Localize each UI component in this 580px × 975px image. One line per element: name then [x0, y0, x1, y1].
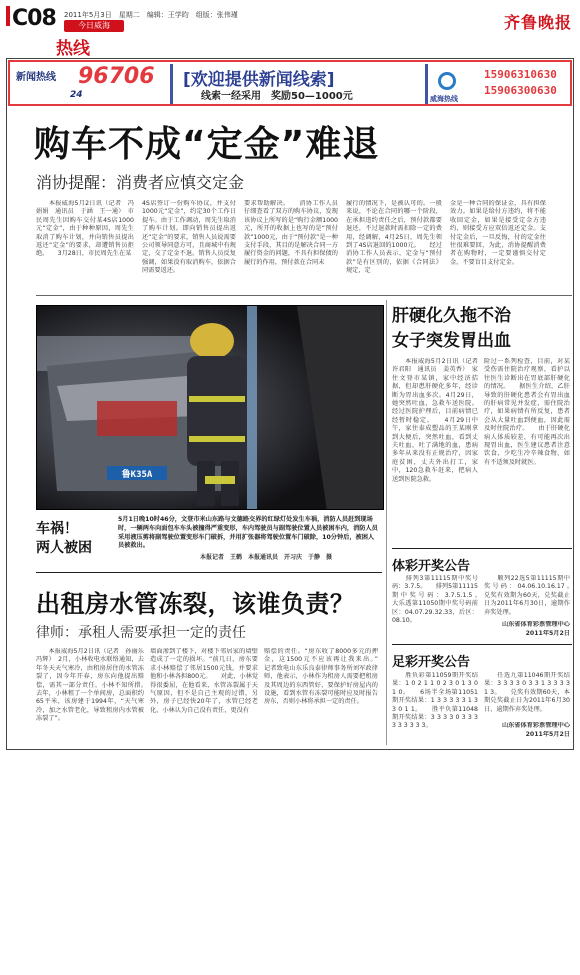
- banner-main-text: [欢迎提供新闻线索]: [183, 70, 335, 90]
- license-plate: 鲁K35A: [121, 470, 153, 480]
- second-column-1: 本报威海5月2日讯（记者 孙丽乐 冯辉） 2月，小林收电水联络通知，去年冬天天气寒冷，由租房居住的水管冻裂了，因今年开春，房东向他提出赔偿，需其一部分责任，小林不知所措。 去年，小林租了一个单间房，总面积约65平米，该房建于1994年，“天气寒冷，加之水管老化，导致租房内水管被冻裂了”。: [36, 648, 144, 723]
- second-column-2: 墙面渗到了楼下，对楼下邻居家的墙壁造成了一定的损坏。“前几日，房东要求小林赔偿了邻居1500元钱，并要求他和小林各担800元。 对此，小林觉得很委屈，在他看来，水管冻裂属于天气原因，但不是自己主观的过错，另外，房子已经快20年了，水管已经老化，小林认为自己没有责任，更没有: [150, 648, 258, 714]
- lead-column-2: 4S店签订一份购车协议，并支付1000元“定金”，约定30个工作日提车。由于工作调动，周先生取消了购车计划。即向销售员提出返还“定金”的要求，销售人员说需要公司领导同意方可，且商城中有规定，交了定金不退。销售人员反复强调，如果没有取消购车，依据合同需要返还。: [142, 200, 236, 275]
- accident-photo: [36, 305, 384, 510]
- divider: [392, 644, 572, 645]
- lottery-date: 2011年5月2日: [525, 630, 570, 637]
- page-code-accent: [6, 6, 10, 26]
- football-org: 山东省体育彩票管理中心: [501, 722, 570, 729]
- sidebar-column-1: 本报威海5月2日讯（记者 许君阳 通讯员 姜英香） 家住文登市某镇，家中经济拮据，但却患肝硬化多年，经诊断为胃出血多次。4月29日，她突然吐血，急救车送医院。经过医院护理后，目前病情已经暂时稳定。 4月29日中午，家住泰成塑品的王某刚拿到大便后，突然吐血，看到丈夫吐血，吐了满地的血，患病多年从来没有正规治疗，因家庭贫困，丈夫外出打工，家中，120急救车赶来，把病人送到医院急救。: [392, 358, 478, 483]
- football-date: 2011年5月2日: [525, 731, 570, 738]
- football-column-1: 胜负彩第11059期开奖结果：1 0 2 1 1 0 2 3 0 1 3 0 1 0。 6场半全场第11051期开奖结果：1 3 3 3 3 3 1 3 3 0 1 1。 胜平负第11048期开奖结果：3 3 3 3 0 3 3 3 3 3 3 3 3 3。: [392, 672, 478, 730]
- photo-side-title: [36, 520, 92, 558]
- lead-column-3: 要求帮助解决。 消协工作人员仔细查看了双方的购车协议，发现该协议上所写的是“购行金额1000元，所开的收据上也写的是“预付款”1000元，由于“预付款”是一种支付手段，其目的是解决合同一方履行资金的问题，不具有担保债的履行的作用，预付款在合同未: [244, 200, 338, 266]
- lottery-org: 山东省体育彩票管理中心: [501, 621, 570, 628]
- hotline-number: 96706: [78, 64, 155, 89]
- lottery-column-2: 顺列22选5第11115期中奖号码：04.06.10.16.17。 兑奖有效期为60天，兑奖截止日为2011年6月30日，逾期作弃奖处理。: [484, 575, 570, 616]
- photo-caption: 5月1日晚10时46分，文登市米山东路与文德路交界的红绿灯处发生车祸，消防人员赶到现场时，一辆两车向面包车车头被撞得严重变形，车内驾驶员与副驾驶位置人员被困车内，消防人员采用液压剪将副驾驶位置变形车门破拆，并用扩张器将驾驶位置车门破除，10分钟后，被困人员被救出。: [118, 516, 378, 550]
- divider: [392, 548, 572, 549]
- second-column-3: 赔偿的责任。“房东收了8000多元的押金，这1500元不应该再让我来出。” 记者致电山东乐良泰律师事务所刘军政律师，他表示，小林作为租房人需要把租房及其周边的东西管好，要保护好房屋内的设施，看到水管有冻裂可能时应及时报告房东，否则小林将承担一定的责任。: [264, 648, 378, 706]
- weihai-hotline-name: 威海热线: [430, 95, 458, 103]
- divider: [36, 572, 382, 573]
- phone-number-1: 15906310630: [484, 68, 557, 81]
- lead-column-5: 金是一种合同的保证金，具有担保效力。如果是给付方违约，将不能收回定金，如果是接受定金方违约，则接受方应双倍返还定金。支付定金后，一旦反悔，付的定金往往很难要回，为此，消协提醒消费者在购物时，一定要谨慎交付定金，不要盲目支付定金。: [450, 200, 546, 266]
- sidebar-title-2: 女子突发胃出血: [392, 331, 511, 351]
- photo-side-title-line-2: 两人被困: [36, 540, 92, 556]
- hotline-24: 24: [70, 90, 83, 100]
- publication-info: 2011年5月3日 星期二 编辑：王学昀 组版：张伟瑾: [64, 11, 238, 19]
- banner-sub-text: 线索一经采用 奖励50—1000元: [201, 91, 353, 102]
- lead-column-4: 履行的情况下，是被认可的。一般来说，不论在合同的哪一个阶段，在承担违约责任之后，预付款都要退还，不过退款时需扣除一定的费用，经调解，4月25日，周先生领到了4S店退回的1000元。 经过消协工作人员表示，定金与“预付款”是有区别的，依据《合同法》规定，定: [346, 200, 442, 275]
- football-lottery-title: 足彩开奖公告: [392, 655, 471, 670]
- sidebar-column-2: 险过一系列检查，目前，对某受伤需住院治疗观察，看护以往医生诊断出在胃底部肝硬化的情况。 据医生介绍，乙肝导致的肝硬化患者会有胃出血的肝病常见并发症，需住院治疗，如果病情有所反复，患者会从大量吐血到便血，因此需及时住院治疗。 由于肝硬化病人体质较差，有可能再次出现胃出血，医生建议患者注意饮食，少吃生冷辛辣食物，如有不适须及时就医。: [484, 358, 570, 466]
- second-subhead: 律师：承租人需要承担一定的责任: [36, 625, 246, 641]
- photo-credit: 本报记者 王鹤 本报通讯员 开习庆 于静 摄: [200, 554, 333, 561]
- blank-area: [0, 750, 580, 975]
- phone-number-2: 15906300630: [484, 84, 557, 97]
- banner-left-label: 新闻热线: [16, 72, 56, 83]
- sidebar-title-1: 肝硬化久拖不治: [392, 306, 511, 326]
- lead-column-1: 本报威海5月2日讯（记者 冯娟娟 通讯员 于涵 王一通） 市民周先生因购车交付某4S店1000元“定金”，由于种种原因，周先生取消了购车计划，并向销售员提出返还“定金”的要求，却遭销售员拒绝。 3月28日，市民周先生在某: [36, 200, 134, 258]
- lottery-notice-title: 体彩开奖公告: [392, 559, 471, 574]
- column-divider: [386, 300, 387, 745]
- lead-headline: 购车不成“定金”难退: [34, 124, 380, 165]
- page-code: [6, 6, 56, 31]
- weihai-hotline-logo-icon: [438, 72, 456, 90]
- lead-subhead: 消协提醒：消费者应慎交定金: [36, 173, 245, 192]
- masthead: [4, 4, 576, 59]
- photo-side-title-line-1: 车祸！: [36, 521, 78, 537]
- accident-photo-illustration: [37, 306, 384, 510]
- page-code-text: C08: [12, 6, 56, 31]
- hotline-banner: [8, 60, 572, 106]
- edition-tag: 今日威海: [64, 20, 124, 32]
- second-headline: 出租房水管冻裂，该谁负责？: [36, 590, 355, 618]
- paper-logo: 齐鲁晚报: [503, 13, 572, 32]
- lottery-column-1: 排列3第11115期中奖号码：3.7.5。 排列5第11115期中奖号码：3.7.5.1.5。 大乐透第11050期中奖号码前区：04.07.29.32.33，后区：08.10。: [392, 575, 478, 625]
- section-name: 热线: [56, 39, 90, 59]
- divider: [36, 295, 572, 296]
- football-column-2: 任选九第11046期开奖结果：3 3 3 3 0 3 3 1 3 3 3 3 1 3。 兑奖有效期60天，本期兑奖截止日为2011年6月30日，逾期作弃奖处理。: [484, 672, 570, 713]
- banner-box: [170, 64, 428, 104]
